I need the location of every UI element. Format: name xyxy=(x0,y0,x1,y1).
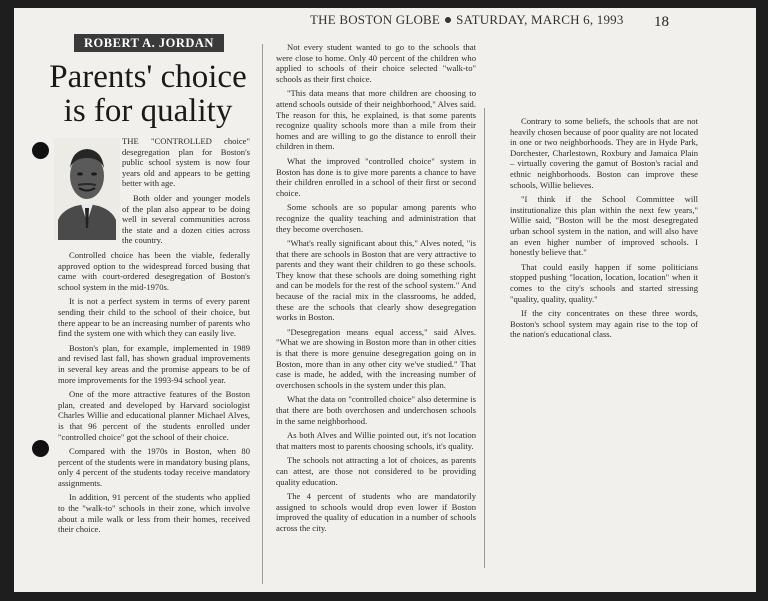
paragraph: Some schools are so popular among parents who recognize the quality teaching and administration that they become overchosen. xyxy=(276,202,476,234)
paragraph: Boston's plan, for example, implemented in 1989 and revised last fall, has shown gradual improvements in several key areas and the promise appears to be of more improvements for the 1993-94 school year. xyxy=(58,342,250,385)
column-3 xyxy=(510,116,698,344)
paragraph: "This data means that more children are choosing to attend schools outside of their neighborhood," Alves said. The reason for this, he explained, is that some parents recognize quality schools more than a mile from their homes and are willing to go the distance to enroll their children in them. xyxy=(276,88,476,152)
column-2 xyxy=(276,42,476,538)
paper-name: THE BOSTON GLOBE xyxy=(310,12,441,27)
issue-date: SATURDAY, MARCH 6, 1993 xyxy=(456,12,624,27)
paragraph: Compared with the 1970s in Boston, when 80 percent of the students were in mandatory busing plans, only 4 percent of the students today receive mandatory assignments. xyxy=(58,446,250,488)
paragraph: Not every student wanted to go to the schools that were close to home. Only 40 percent of the children who applied to schools of their choice selected "walk-to" schools as their first choice. xyxy=(276,42,476,84)
paragraph: The 4 percent of students who are mandatorily assigned to schools would drop even lower if Boston improved the quality of education in a number of schools across the city. xyxy=(276,491,476,533)
punch-hole xyxy=(32,440,49,457)
paragraph: "I think if the School Committee will institutionalize this plan within the next few years," Willie said, "Boston will be the most desegregated urban school system in the nation, and will also have an even higher number of improved schools. I honestly believe that." xyxy=(510,194,698,258)
newspaper-clipping xyxy=(14,8,756,592)
paragraph: "Desegregation means equal access," said Alves. "What we are showing in Boston more than in other cities is that there is more genuine desegregation going on in Boston, more than in any other city we've studied." That case is made, he added, with the increasing number of overchosen schools in the system under this plan. xyxy=(276,326,476,390)
masthead xyxy=(310,12,624,28)
paragraph: Controlled choice has been the viable, federally approved option to the widespread forced busing that came with court-ordered desegregation of Boston's school system in the mid-1970s. xyxy=(58,250,250,292)
paragraph: What the improved "controlled choice" system in Boston has done is to give more parents a chance to have their children enrolled in a school of their first or second choice. xyxy=(276,155,476,198)
paragraph: In addition, 91 percent of the students who applied to the "walk-to" schools in their zone, which involve about a mile walk or less from their homes, received their choice. xyxy=(58,492,250,535)
paragraph: One of the more attractive features of the Boston plan, created and developed by Harvard sociologist Charles Willie and educational planner Michael Alves, is that 96 percent of the students enrolled under "controlled choice" got the school of their choice. xyxy=(58,389,250,442)
byline-banner: ROBERT A. JORDAN xyxy=(74,34,224,52)
punch-hole xyxy=(32,142,49,159)
paragraph: That could easily happen if some politicians stopped pushing "location, location, location" when it comes to the city's schools and started stressing "quality, quality, quality." xyxy=(510,261,698,304)
page-number: 18 xyxy=(654,14,669,30)
paragraph: As both Alves and Willie pointed out, it's not location that matters most to parents choosing schools, it's quality. xyxy=(276,430,476,451)
paragraph: Both older and younger models of the plan also appear to be doing well in several communities across the state and a dozen cities across the country. xyxy=(122,192,250,246)
intro-column xyxy=(122,136,250,250)
headline-line-1: Parents' choice xyxy=(49,59,247,95)
paragraph: If the city concentrates on these three words, Boston's school system may again rise to the top of the nation's educational class. xyxy=(510,308,698,340)
column-rule xyxy=(262,44,263,584)
paragraph: What the data on "controlled choice" also determine is that there are both overchosen and underchosen schools in the same neighborhood. xyxy=(276,394,476,426)
headline-line-2: is for quality xyxy=(63,93,233,129)
paragraph: The schools not attracting a lot of choices, as parents can attest, are those not considered to be providing quality education. xyxy=(276,455,476,487)
paragraph: It is not a perfect system in terms of every parent sending their child to the school of their choice, but there appear to be an increasing number of parents who find the system one with which they can easily live. xyxy=(58,296,250,339)
author-photo xyxy=(54,138,120,240)
column-1 xyxy=(58,250,250,539)
bullet-icon xyxy=(445,17,451,23)
column-rule xyxy=(484,108,485,568)
paragraph: "What's really significant about this," Alves noted, "is that there are schools in Boston that are very attractive to parents and they want their children to go these schools. They know that these schools are doing something right and can be models for the rest of the school system." And because of the racial mix in the classrooms, he added, these are the schools that clearly show desegregation works in Boston. xyxy=(276,238,476,323)
headline xyxy=(48,60,248,128)
paragraph: THE "CONTROLLED choice" desegregation plan for Boston's public school system is now four years old and appears to be getting better with age. xyxy=(122,136,250,189)
paragraph: Contrary to some beliefs, the schools that are not heavily chosen because of poor quality are not located in one or two neighborhoods. They are in Hyde Park, Dorchester, Charlestown, Roxbury and Jamaica Plain – virtually covering the gamut of Boston's racial and ethnic neighborhoods. Boston can improve these schools, Willie believes. xyxy=(510,116,698,190)
